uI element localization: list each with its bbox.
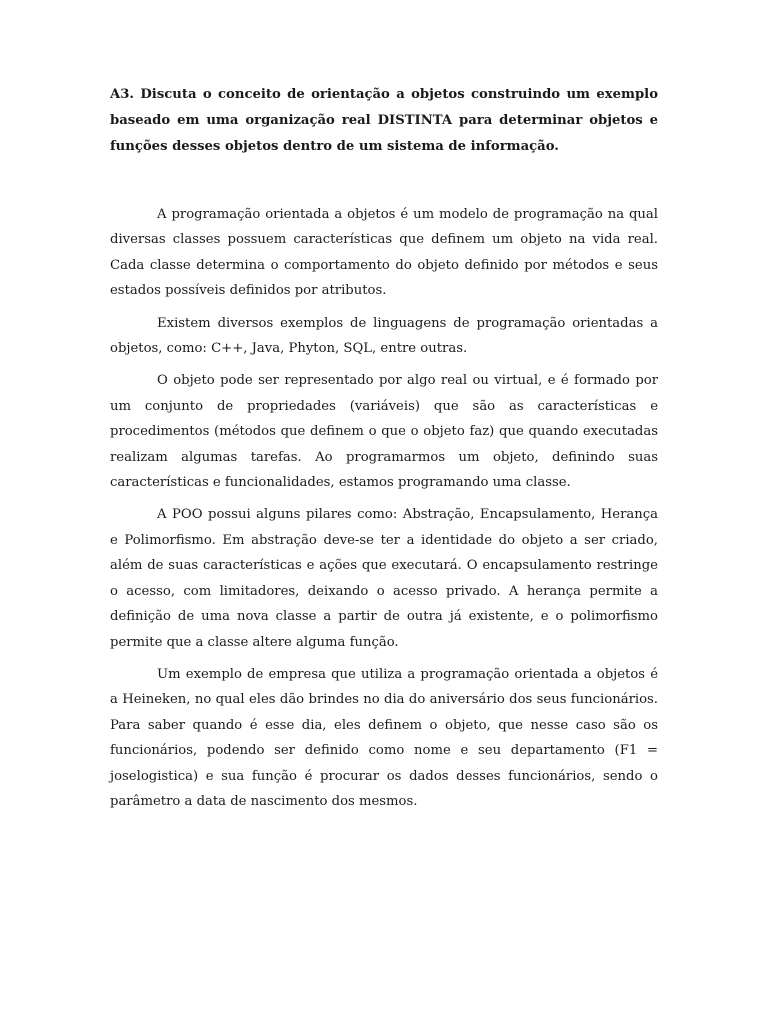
question-heading: A3. Discuta o conceito de orientação a objetos construindo um exemplo baseado em uma organização real DISTINTA para determinar objetos e funções desses objetos dentro de um sistema de informação. bbox=[110, 87, 658, 154]
answer-body bbox=[110, 202, 658, 821]
paragraph-object: O objeto pode ser representado por algo real ou virtual, e é formado por um conjunto de propriedades (variáveis) que são as características e procedimentos (métodos que definem o que o objeto faz) que quando executadas realizam algumas tarefas. Ao programarmos um objeto, definindo suas características e funcionalidades, estamos programando uma classe. bbox=[110, 373, 658, 491]
paragraph-languages: Existem diversos exemplos de linguagens de programação orientadas a objetos, como: C++, Java, Phyton, SQL, entre outras. bbox=[110, 315, 658, 357]
paragraph-pillars: A POO possui alguns pilares como: Abstração, Encapsulamento, Herança e Polimorfismo. Em abstração deve-se ter a identidade do objeto a ser criado, além de suas características e ações que executará. O encapsulamento restringe o acesso, com limitadores, deixando o acesso privado. A herança permite a definição de uma nova classe a partir de outra já existente, e o polimorfismo permite que a classe altere alguma função. bbox=[110, 507, 658, 650]
paragraph-example: Um exemplo de empresa que utiliza a programação orientada a objetos é a Heineken, no qual eles dão brindes no dia do aniversário dos seus funcionários. Para saber quando é esse dia, eles definem o objeto, que nesse caso são os funcionários, podendo ser definido como nome e seu departamento (F1 = joselogistica) e sua função é procurar os dados desses funcionários, sendo o parâmetro a data de nascimento dos mesmos. bbox=[110, 666, 658, 809]
paragraph-definition: A programação orientada a objetos é um modelo de programação na qual diversas classes possuem características que definem um objeto na vida real. Cada classe determina o comportamento do objeto definido por métodos e seus estados possíveis definidos por atributos. bbox=[110, 207, 658, 299]
